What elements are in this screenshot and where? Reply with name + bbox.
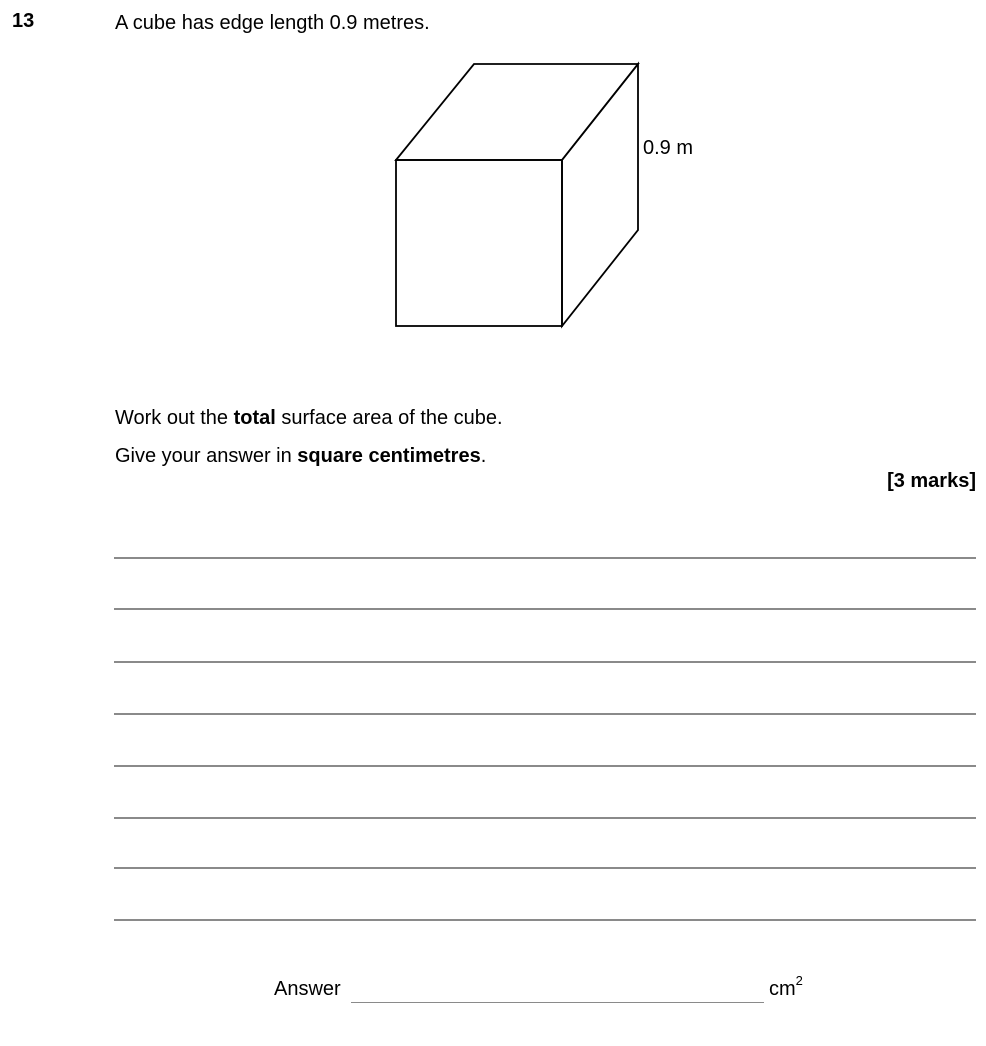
working-line[interactable] [114,765,976,767]
working-line[interactable] [114,661,976,663]
working-line[interactable] [114,608,976,610]
working-line[interactable] [114,713,976,715]
question-intro: A cube has edge length 0.9 metres. [115,12,430,34]
working-line[interactable] [114,919,976,921]
working-line[interactable] [114,867,976,869]
instruction-units [115,444,486,468]
cube-side-face [562,64,638,326]
cube-diagram [380,50,660,340]
instruction-units-start: Give your answer in [115,445,298,467]
working-line[interactable] [114,817,976,819]
cube-front-face [396,160,562,326]
instruction-work-out-bold: total [233,407,276,429]
answer-unit-base: cm [769,978,796,1000]
cube-top-face [396,64,638,160]
edge-length-label: 0.9 m [643,137,694,159]
instruction-work-out [115,406,503,430]
instruction-work-out-end: surface area of the cube. [275,407,503,429]
answer-label: Answer [274,978,341,1000]
working-line[interactable] [114,557,976,559]
instruction-units-end: . [480,445,487,467]
instruction-units-bold: square centimetres [297,445,481,467]
instruction-work-out-start: Work out the [115,407,234,429]
answer-unit-power: 2 [795,973,803,988]
answer-unit [769,973,803,1001]
question-number: 13 [12,10,35,32]
answer-field[interactable] [351,1002,764,1003]
marks-indicator: [3 marks] [887,470,976,492]
